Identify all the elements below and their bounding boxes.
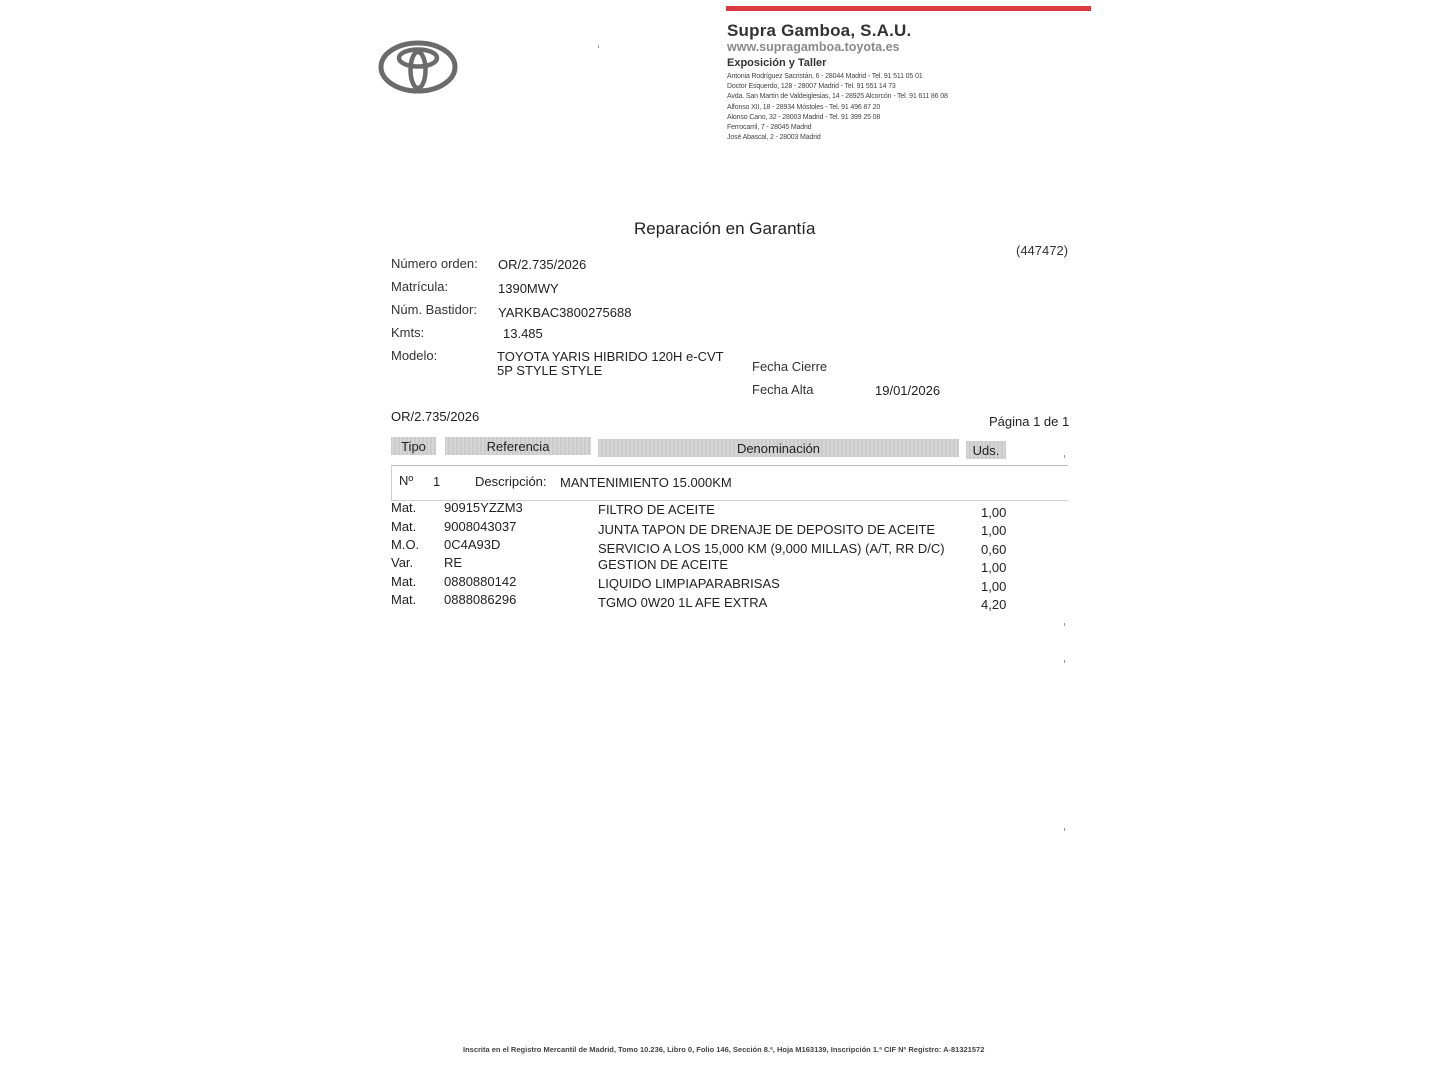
row-referencia: 0880880142 [444,574,517,589]
scan-speck [1064,623,1065,626]
vin-label: Núm. Bastidor: [391,302,477,317]
scan-speck [1064,828,1065,831]
brand-top-bar [726,6,1091,11]
row-denominacion: LIQUIDO LIMPIAPARABRISAS [598,576,780,591]
address-line: Alonso Cano, 32 - 28003 Madrid - Tel. 91 399 25 08 [727,113,881,121]
address-line: Ferrocarril, 7 - 28045 Madrid [727,124,812,132]
company-website: www.supragamboa.toyota.es [727,40,900,54]
column-header-uds: Uds. [966,441,1006,459]
open-date-label: Fecha Alta [752,382,814,397]
row-uds: 1,00 [981,560,1007,575]
document-code: (447472) [1016,243,1069,258]
model-line: TOYOTA YARIS HIBRIDO 120H e-CVT [497,349,724,364]
scan-speck [1064,660,1065,663]
model-value [497,350,724,378]
row-denominacion: TGMO 0W20 1L AFE EXTRA [598,595,768,610]
row-tipo: Mat. [391,500,417,515]
row-denominacion: SERVICIO A LOS 15,000 KM (9,000 MILLAS) (A/T, RR D/C) [598,541,945,556]
company-subtitle: Exposición y Taller [727,57,827,69]
model-line: 5P STYLE STYLE [497,363,603,378]
close-date-label: Fecha Cierre [752,359,828,374]
section-description-label: Descripción: [475,474,547,489]
row-tipo: Mat. [391,592,417,607]
open-date-value: 19/01/2026 [875,383,941,398]
row-uds: 1,00 [981,579,1007,594]
column-header-denominacion: Denominación [598,439,959,457]
vin-value: YARKBAC3800275688 [498,305,632,320]
address-line: Alfonso XII, 18 - 28934 Móstoles - Tel. 91 496 87 20 [727,103,881,111]
page-indicator: Página 1 de 1 [989,414,1070,429]
model-label: Modelo: [391,348,438,363]
plate-label: Matrícula: [391,279,449,294]
row-uds: 4,20 [981,597,1007,612]
row-uds: 1,00 [981,505,1007,520]
row-denominacion: GESTION DE ACEITE [598,557,729,572]
row-tipo: M.O. [391,537,420,552]
company-name: Supra Gamboa, S.A.U. [727,21,912,40]
column-header-referencia: Referencia [445,437,591,455]
address-line: Doctor Esquerdo, 128 - 28007 Madrid - Tel. 91 551 14 73 [727,83,896,91]
row-referencia: 0888086296 [444,592,517,607]
plate-value: 1390MWY [498,281,559,296]
row-tipo: Mat. [391,574,417,589]
address-line: José Abascal, 2 - 28003 Madrid [727,134,821,142]
row-tipo: Var. [391,555,414,570]
row-referencia: 9008043037 [444,519,517,534]
row-referencia: 90915YZZM3 [444,500,523,515]
scan-speck [598,45,599,48]
address-line: Antonia Rodríguez Sacristán, 6 - 28044 Madrid - Tel. 91 511 05 01 [727,73,923,80]
order-reference: OR/2.735/2026 [391,409,480,424]
order-number-label: Número orden: [391,256,478,271]
section-number-value: 1 [433,474,441,489]
scan-speck [1064,455,1065,458]
section-description-value: MANTENIMIENTO 15.000KM [560,475,732,490]
toyota-logo-icon [378,40,458,94]
row-denominacion: JUNTA TAPON DE DRENAJE DE DEPOSITO DE ACEITE [598,522,936,537]
order-number-value: OR/2.735/2026 [498,257,587,272]
km-label: Kmts: [391,325,425,340]
row-uds: 0,60 [981,542,1007,557]
section-number-label: Nº [399,473,414,488]
km-value: 13.485 [503,326,543,341]
row-uds: 1,00 [981,523,1007,538]
row-referencia: 0C4A93D [444,537,501,552]
row-referencia: RE [444,555,463,570]
legal-footer: Inscrita en el Registro Mercantil de Madrid, Tomo 10.236, Libro 0, Folio 146, Sección 8.ª, Hoja M163139, Inscripción 1.ª CIF Nº Registro: A-81321572 [463,1045,985,1054]
address-line: Avda. San Martín de Valdeiglesias, 14 - 28925 Alcorcón - Tel. 91 611 86 08 [727,93,948,101]
column-header-tipo: Tipo [391,437,436,455]
row-denominacion: FILTRO DE ACEITE [598,502,715,517]
row-tipo: Mat. [391,519,417,534]
address-list [727,72,948,143]
document-title: Reparación en Garantía [634,219,816,238]
